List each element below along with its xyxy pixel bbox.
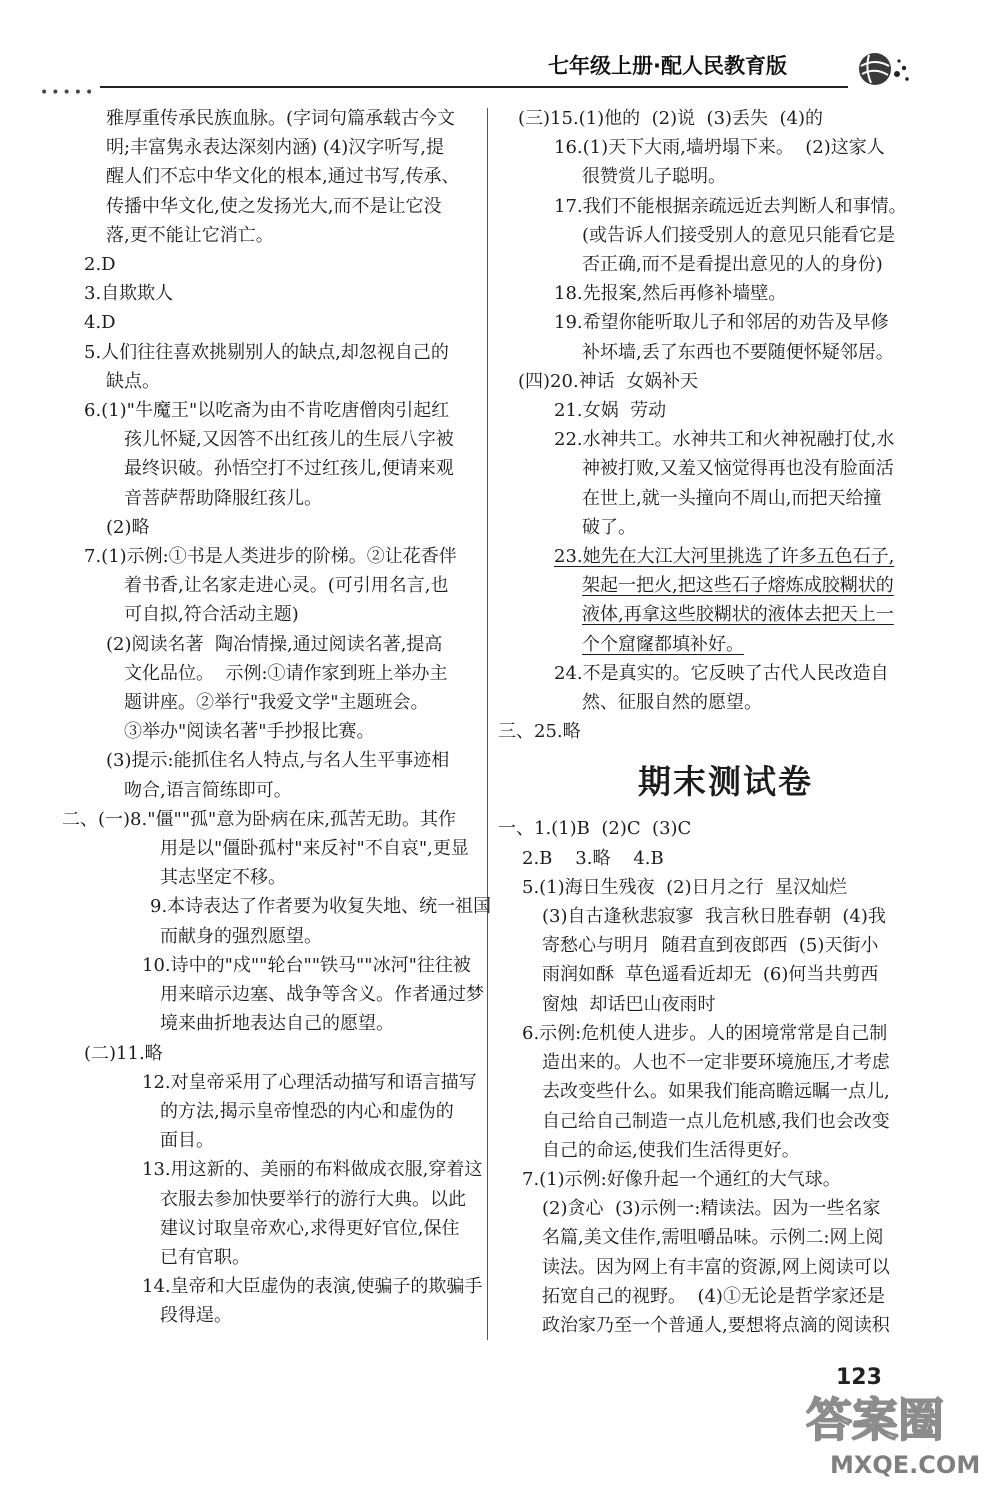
right-column-answers: [498, 104, 913, 746]
answer-line: 音菩萨帮助降服红孩儿。: [124, 487, 322, 509]
answer-line: 醒人们不忘中华文化的根本,通过书写,传承、: [106, 166, 460, 188]
answer-line: 否正确,而不是看提出意见的人的身份): [582, 254, 883, 276]
answer-line: 液体,再拿这些胶糊状的液体去把天上一: [582, 604, 894, 626]
answer-line: 24.不是真实的。它反映了古代人民改造自: [554, 662, 889, 684]
answer-line: 缺点。: [106, 370, 160, 392]
ball-logo-icon: [853, 48, 911, 88]
watermark-brand: 答案圈: [806, 1393, 944, 1447]
answer-line: 13.用这新的、美丽的布料做成衣服,穿着这: [142, 1159, 483, 1181]
answer-line: 文化品位。 示例:①请作家到班上举办主: [124, 662, 448, 684]
answer-line: 的方法,揭示皇帝惶恐的内心和虚伪的: [160, 1100, 454, 1122]
answer-line: 面目。: [160, 1130, 214, 1152]
answer-line: 在世上,就一头撞向不周山,而把天给撞: [582, 487, 882, 509]
answer-line: (2)阅读名著 陶冶情操,通过阅读名著,提高: [106, 633, 443, 655]
answer-line: 神被打败,又羞又恼觉得再也没有脸面活: [582, 458, 894, 480]
answer-line: (2)贪心 (3)示例一:精读法。因为一些名家: [542, 1198, 881, 1220]
answer-line: 17.我们不能根据亲疏远近去判断人和事情。: [554, 195, 907, 217]
answer-line: 窗烛 却话巴山夜雨时: [542, 993, 716, 1015]
answer-line: 2.D: [84, 254, 116, 276]
answer-line: 最终识破。孙悟空打不过红孩儿,便请来观: [124, 458, 454, 480]
answer-line: 题讲座。②举行"我爱文学"主题班会。: [124, 692, 429, 714]
answer-line: ③举办"阅读名著"手抄报比赛。: [124, 721, 375, 743]
answer-line: 政治家乃至一个普通人,要想将点滴的阅读积: [542, 1314, 890, 1336]
answer-line: 段得逞。: [160, 1305, 232, 1327]
answer-line: 传播中华文化,使之发扬光大,而不是让它没: [106, 195, 442, 217]
right-column: [498, 104, 913, 1340]
answer-line: 14.皇帝和大臣虚伪的表演,使骗子的欺骗手: [142, 1276, 483, 1298]
answer-line: 而献身的强烈愿望。: [160, 925, 322, 947]
answer-line: 5.人们往往喜欢挑剔别人的缺点,却忽视自己的: [84, 341, 449, 363]
answer-line: 9.本诗表达了作者要为收复失地、统一祖国: [150, 896, 492, 918]
answer-line: (三)15.(1)他的 (2)说 (3)丢失 (4)的: [518, 108, 823, 129]
answer-line: 22.水神共工。水神共工和火神祝融打仗,水: [554, 429, 895, 451]
answer-line: 补坏墙,丢了东西也不要随便怀疑邻居。: [582, 341, 894, 363]
answer-line: 自己的命运,使我们生活得更好。: [542, 1139, 800, 1161]
answer-line: 衣服去参加快要举行的游行大典。以此: [160, 1188, 466, 1210]
answer-line: 二、(一)8."僵""孤"意为卧病在床,孤苦无助。其作: [62, 808, 457, 830]
answer-line: 雨润如酥 草色遥看近却无 (6)何当共剪西: [542, 964, 879, 986]
answer-line: 明;丰富隽永表达深刻内涵) (4)汉字听写,提: [106, 137, 445, 159]
answer-line: 去改变些什么。如果我们能高瞻远瞩一点儿,: [542, 1081, 890, 1103]
answer-line: 造出来的。人也不一定非要环境施压,才考虑: [542, 1052, 890, 1074]
answer-line: 7.(1)示例:①书是人类进步的阶梯。②让花香伴: [84, 546, 457, 568]
answer-line: 一、1.(1)B (2)C (3)C: [498, 818, 692, 840]
answer-line: 名篇,美文佳作,需咀嚼品味。示例二:网上阅: [542, 1227, 884, 1249]
answer-line: 用来暗示边塞、战争等含义。作者通过梦: [160, 984, 484, 1006]
answer-line: 已有官职。: [160, 1246, 250, 1268]
answer-line: 7.(1)示例:好像升起一个通红的大气球。: [522, 1168, 841, 1190]
answer-line: 12.对皇帝采用了心理活动描写和语言描写: [142, 1071, 477, 1093]
answer-line: 着书香,让名家走进心灵。(可引用名言,也: [124, 575, 449, 597]
answer-line: 个个窟窿都填补好。: [582, 633, 744, 655]
answer-line: 寄愁心与明月 随君直到夜郎西 (5)天街小: [542, 935, 879, 957]
answer-line: 5.(1)海日生残夜 (2)日月之行 星汉灿烂: [522, 876, 848, 898]
watermark-url: MXQE.COM: [830, 1451, 981, 1479]
answer-line: 3.自欺欺人: [84, 283, 174, 305]
answer-line: 2.B 3.略 4.B: [522, 847, 664, 869]
header-rule: [100, 86, 848, 88]
answer-line: (二)11.略: [84, 1042, 163, 1064]
answer-line: (或告诉人们接受别人的意见只能看它是: [582, 224, 896, 246]
section-title: 期末测试卷: [638, 762, 813, 802]
answer-line: 很赞赏儿子聪明。: [582, 166, 726, 188]
header-title: 七年级上册·配人民教育版: [548, 54, 787, 78]
answer-line: 境来曲折地表达自己的愿望。: [160, 1013, 394, 1035]
answer-line: 三、25.略: [498, 721, 581, 743]
answer-line: 破了。: [582, 516, 636, 538]
answer-line: 自己给自己制造一点儿危机感,我们也会改变: [542, 1110, 890, 1132]
answer-line: 读法。因为网上有丰富的资源,网上阅读可以: [542, 1256, 890, 1278]
answer-line: 18.先报案,然后再修补墙壁。: [554, 283, 787, 305]
answer-line: (四)20.神话 女娲补天: [518, 370, 699, 392]
answer-line: 16.(1)天下大雨,墙坍塌下来。 (2)这家人: [554, 137, 885, 159]
answer-line: 架起一把火,把这些石子熔炼成胶糊状的: [582, 575, 894, 597]
answer-line: 6.(1)"牛魔王"以吃斋为由不肯吃唐僧肉引起红: [84, 400, 450, 422]
answer-line: 然、征服自然的愿望。: [582, 692, 762, 714]
answer-line: 建议讨取皇帝欢心,求得更好官位,保住: [160, 1217, 460, 1239]
answer-line: (3)自古逢秋悲寂寥 我言秋日胜春朝 (4)我: [542, 906, 886, 928]
column-divider: [487, 108, 488, 1340]
watermark-logo: [800, 1378, 990, 1483]
page-number: 123: [836, 1365, 882, 1390]
answer-line: 4.D: [84, 312, 116, 334]
answer-line: 用是以"僵卧孤村"来反衬"不自哀",更显: [160, 838, 469, 860]
left-column: [62, 104, 492, 1331]
answer-line: 可自拟,符合活动主题): [124, 604, 299, 626]
answer-line: 雅厚重传承民族血脉。(字词句篇承载古今文: [106, 108, 456, 129]
final-test-answers: [498, 814, 913, 1340]
answer-line: (3)提示:能抓住名人特点,与名人生平事迹相: [106, 750, 450, 772]
answer-line: 6.示例:危机使人进步。人的困境常常是自己制: [522, 1022, 888, 1044]
answer-line: 拓宽自己的视野。 (4)①无论是哲学家还是: [542, 1285, 885, 1307]
answer-line: 10.诗中的"戍""轮台""铁马""冰河"往往被: [142, 954, 471, 976]
answer-line: 吻合,语言简练即可。: [124, 779, 292, 801]
answer-line: 23.她先在大江大河里挑选了许多五色石子,: [554, 546, 895, 568]
answer-line: 孩儿怀疑,又因答不出红孩儿的生辰八字被: [124, 429, 454, 451]
answer-line: (2)略: [106, 516, 150, 538]
header-dots: •••••: [40, 85, 97, 101]
answer-line: 落,更不能让它消亡。: [106, 224, 274, 246]
answer-line: 21.女娲 劳动: [554, 400, 667, 422]
answer-line: 其志坚定不移。: [160, 867, 286, 889]
answer-line: 19.希望你能听取儿子和邻居的劝告及早修: [554, 312, 889, 334]
